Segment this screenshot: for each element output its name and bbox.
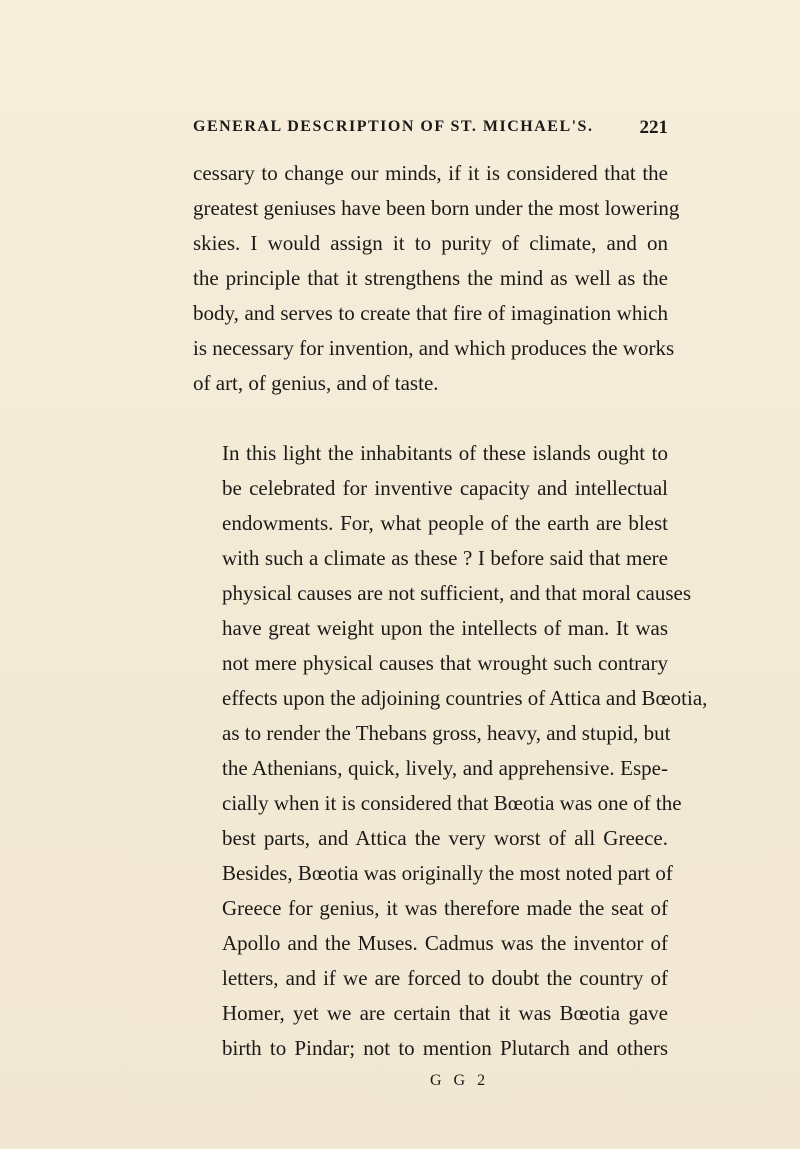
text-line: cessary to change our minds, if it is considered that the: [193, 161, 668, 185]
text-line: endowments. For, what people of the earth are blest: [222, 511, 668, 535]
page-header: [193, 118, 668, 148]
running-head: GENERAL DESCRIPTION OF ST. MICHAEL'S.: [193, 118, 594, 135]
text-line: Homer, yet we are certain that it was Bœotia gave: [222, 1001, 668, 1025]
text-line: is necessary for invention, and which produces the works: [193, 336, 675, 360]
text-line: cially when it is considered that Bœotia was one of the: [222, 791, 682, 815]
text-line: the principle that it strengthens the mind as well as the: [193, 266, 668, 290]
page-number: 221: [639, 117, 668, 138]
text-line: not mere physical causes that wrought such contrary: [222, 651, 668, 675]
paragraph-1: [193, 156, 680, 401]
text-line: In this light the inhabitants of these islands ought to: [222, 441, 668, 465]
text-line: Greece for genius, it was therefore made the seat of: [222, 896, 668, 920]
text-line: as to render the Thebans gross, heavy, and stupid, but: [222, 721, 671, 745]
text-line: be celebrated for inventive capacity and intellectual: [222, 476, 668, 500]
paragraph-2: [193, 436, 708, 1066]
text-line: physical causes are not sufficient, and that moral causes: [222, 581, 692, 605]
signature-mark: G G 2: [430, 1072, 490, 1089]
text-line: have great weight upon the intellects of man. It was: [222, 616, 668, 640]
body-text: [193, 156, 708, 1066]
text-line: body, and serves to create that fire of imagination which: [193, 301, 668, 325]
text-line: skies. I would assign it to purity of climate, and on: [193, 231, 668, 255]
text-line: birth to Pindar; not to mention Plutarch and others: [222, 1036, 668, 1060]
text-line: effects upon the adjoining countries of Attica and Bœotia,: [222, 686, 708, 710]
text-line: Besides, Bœotia was originally the most noted part of: [222, 861, 673, 885]
text-line: greatest geniuses have been born under the most lowering: [193, 196, 680, 220]
text-line: with such a climate as these ? I before said that mere: [222, 546, 668, 570]
text-line: letters, and if we are forced to doubt the country of: [222, 966, 668, 990]
text-line: of art, of genius, and of taste.: [193, 371, 439, 395]
text-line: Apollo and the Muses. Cadmus was the inventor of: [222, 931, 668, 955]
text-line: best parts, and Attica the very worst of all Greece.: [222, 826, 668, 850]
text-line: the Athenians, quick, lively, and apprehensive. Espe-: [222, 756, 668, 780]
